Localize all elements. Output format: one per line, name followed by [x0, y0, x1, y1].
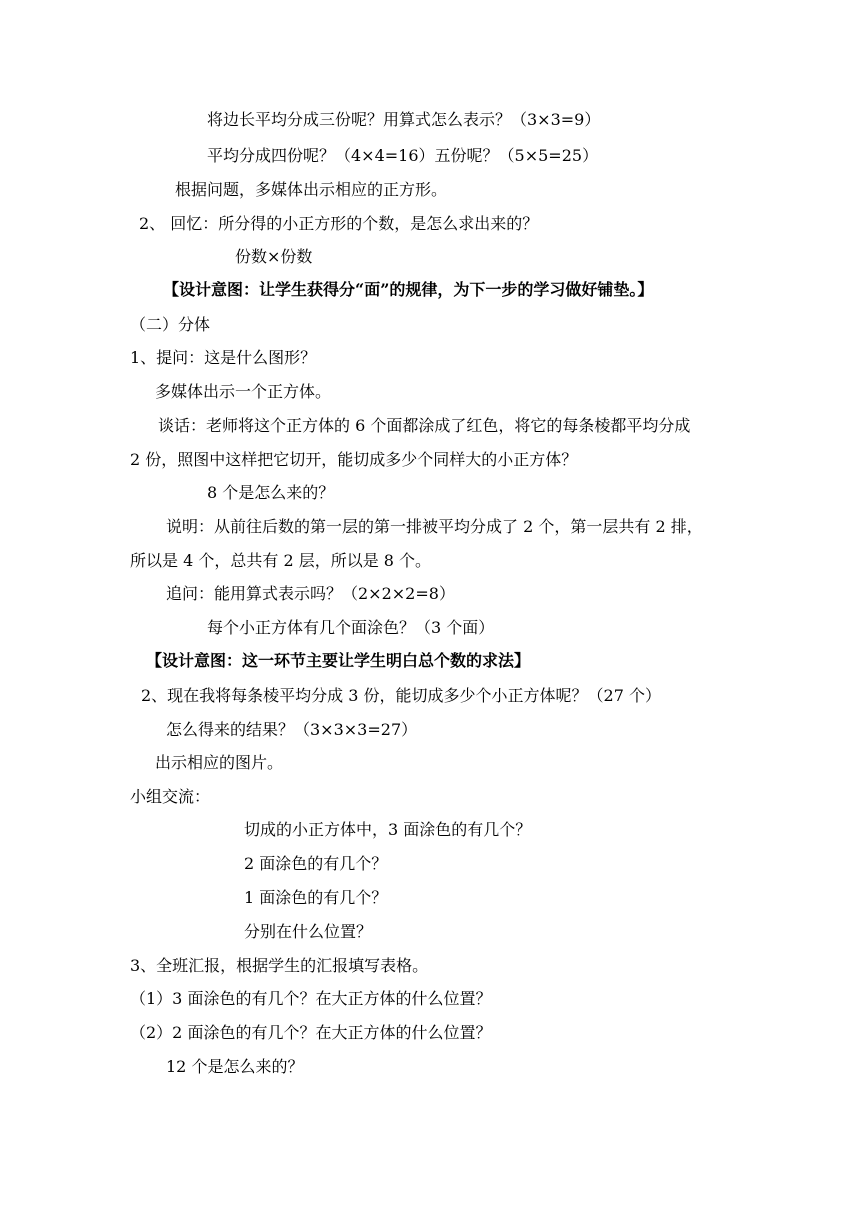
text-line: 8 个是怎么来的？: [207, 483, 335, 502]
text-line: 所以是 4 个，总共有 2 层，所以是 8 个。: [130, 551, 432, 570]
text-line: 谈话：老师将这个正方体的 6 个面都涂成了红色，将它的每条棱都平均分成: [158, 416, 691, 435]
text-line: 怎么得来的结果？（3×3×3=27）: [166, 720, 418, 739]
text-line: 份数×份数: [235, 247, 313, 266]
text-line: 平均分成四份呢？（4×4=16）五份呢？（5×5=25）: [207, 146, 599, 165]
text-line: 2 面涂色的有几个？: [244, 854, 388, 873]
text-line: 说明：从前往后数的第一层的第一排被平均分成了 2 个，第一层共有 2 排，: [166, 517, 703, 536]
text-line: 多媒体出示一个正方体。: [155, 382, 332, 401]
text-line: 每个小正方体有几个面涂色？（3 个面）: [207, 618, 495, 637]
text-line: 2、 回忆：所分得的小正方形的个数，是怎么求出来的？: [139, 214, 539, 233]
text-line: 12 个是怎么来的？: [166, 1057, 304, 1076]
text-line: 分别在什么位置？: [244, 922, 373, 941]
text-line: 出示相应的图片。: [155, 753, 284, 772]
text-line: 1 面涂色的有几个？: [244, 888, 388, 907]
text-line: 3、全班汇报，根据学生的汇报填写表格。: [130, 956, 429, 975]
design-intent-note: 【设计意图：让学生获得分“面”的规律，为下一步的学习做好铺垫。】: [163, 280, 654, 299]
text-line: 追问：能用算式表示吗？（2×2×2=8）: [166, 584, 455, 603]
text-line: 1、提问：这是什么图形？: [130, 348, 317, 367]
text-line: 2 份，照图中这样把它切开，能切成多少个同样大的小正方体？: [130, 450, 578, 469]
design-intent-note: 【设计意图：这一环节主要让学生明白总个数的求法】: [146, 651, 531, 670]
text-line: 2、现在我将每条棱平均分成 3 份，能切成多少个小正方体呢？（27 个）: [141, 686, 661, 705]
text-line: 切成的小正方体中，3 面涂色的有几个？: [244, 820, 532, 839]
text-line: 小组交流：: [130, 787, 211, 806]
text-line: 将边长平均分成三份呢？用算式怎么表示？（3×3=9）: [207, 110, 601, 129]
text-line: （1）3 面涂色的有几个？在大正方体的什么位置？: [130, 989, 492, 1008]
text-line: （2）2 面涂色的有几个？在大正方体的什么位置？: [130, 1023, 492, 1042]
section-heading: （二）分体: [130, 315, 211, 334]
text-line: 根据问题，多媒体出示相应的正方形。: [175, 180, 448, 199]
